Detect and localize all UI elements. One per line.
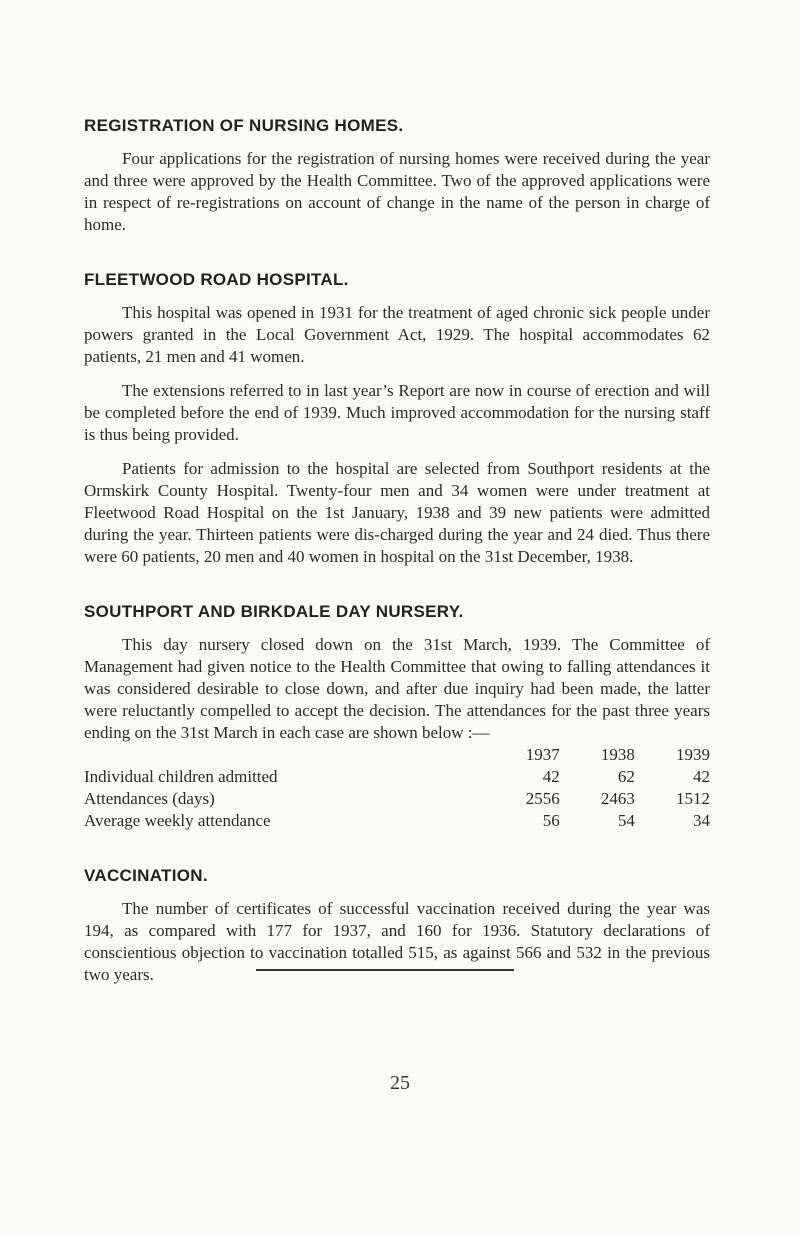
section-fleetwood: [84, 270, 710, 568]
heading-nursery: SOUTHPORT AND BIRKDALE DAY NURSERY.: [84, 602, 464, 621]
paragraph-vaccination: The number of certificates of successful vaccination received during the year was 194, as compared with 177 for 1937, and 160 for 1936. Statutory declarations of conscientious objection to vaccination totalled 515, as against 566 and 532 in the previous two years.: [84, 899, 710, 984]
row-label: Individual children admitted: [84, 767, 278, 786]
table-cell: 2463: [600, 789, 635, 808]
table-row: [84, 766, 710, 788]
year-header: 1937: [525, 745, 560, 764]
paragraph-fleetwood-2: The extensions referred to in last year’s Report are now in course of erection and will be completed before the end of 1939. Much improved accommodation for the nursing staff is thus being provided.: [84, 381, 710, 444]
year-header: 1938: [600, 745, 635, 764]
table-row: [84, 788, 710, 810]
row-label: Attendances (days): [84, 789, 215, 808]
table-cell: 34: [693, 811, 710, 830]
table-cell: 1512: [676, 789, 710, 808]
section-nursing-homes: [84, 116, 710, 236]
table-row: [84, 810, 710, 832]
paragraph-nursery: This day nursery closed down on the 31st March, 1939. The Committee of Management had given notice to the Health Committee that owing to falling attendances it was considered desirable to close down, and after due inquiry had been made, the latter were reluctantly compelled to accept the decision. The attendances for the past three years ending on the 31st March in each case are shown below :—: [84, 635, 710, 742]
table-cell: 42: [693, 767, 710, 786]
table-header-row: [84, 744, 710, 766]
row-label: Average weekly attendance: [84, 811, 271, 830]
table-cell: 2556: [525, 789, 560, 808]
attendance-table: [84, 744, 710, 832]
table-cell: 56: [542, 811, 560, 830]
heading-nursing-homes: REGISTRATION OF NURSING HOMES.: [84, 116, 404, 135]
section-nursery: [84, 602, 710, 832]
document-page: [84, 116, 710, 1020]
table-cell: 42: [542, 767, 560, 786]
paragraph-fleetwood-3: Patients for admission to the hospital are selected from Southport residents at the Ormskirk County Hospital. Twenty-four men and 34 women were under treatment at Fleetwood Road Hospital on the 1st January, 1938 and 39 new patients were admitted during the year. Thirteen patients were dis-charged during the year and 24 died. Thus there were 60 patients, 20 men and 40 women in hospital on the 31st December, 1938.: [84, 459, 710, 566]
heading-fleetwood: FLEETWOOD ROAD HOSPITAL.: [84, 270, 349, 289]
table-cell: 54: [617, 811, 635, 830]
paragraph-fleetwood-1: This hospital was opened in 1931 for the treatment of aged chronic sick people under powers granted in the Local Government Act, 1929. The hospital accommodates 62 patients, 21 men and 41 women.: [84, 303, 710, 366]
heading-vaccination: VACCINATION.: [84, 866, 208, 885]
section-vaccination: [84, 866, 710, 986]
year-header: 1939: [676, 745, 710, 764]
paragraph-nursing-homes: Four applications for the registration of nursing homes were received during the year and three were approved by the Health Committee. Two of the approved applications were in respect of re-registrations on account of change in the name of the person in charge of home.: [84, 149, 710, 234]
page-number: 25: [390, 1072, 410, 1094]
divider-rule: [256, 969, 514, 971]
table-cell: 62: [617, 767, 635, 786]
